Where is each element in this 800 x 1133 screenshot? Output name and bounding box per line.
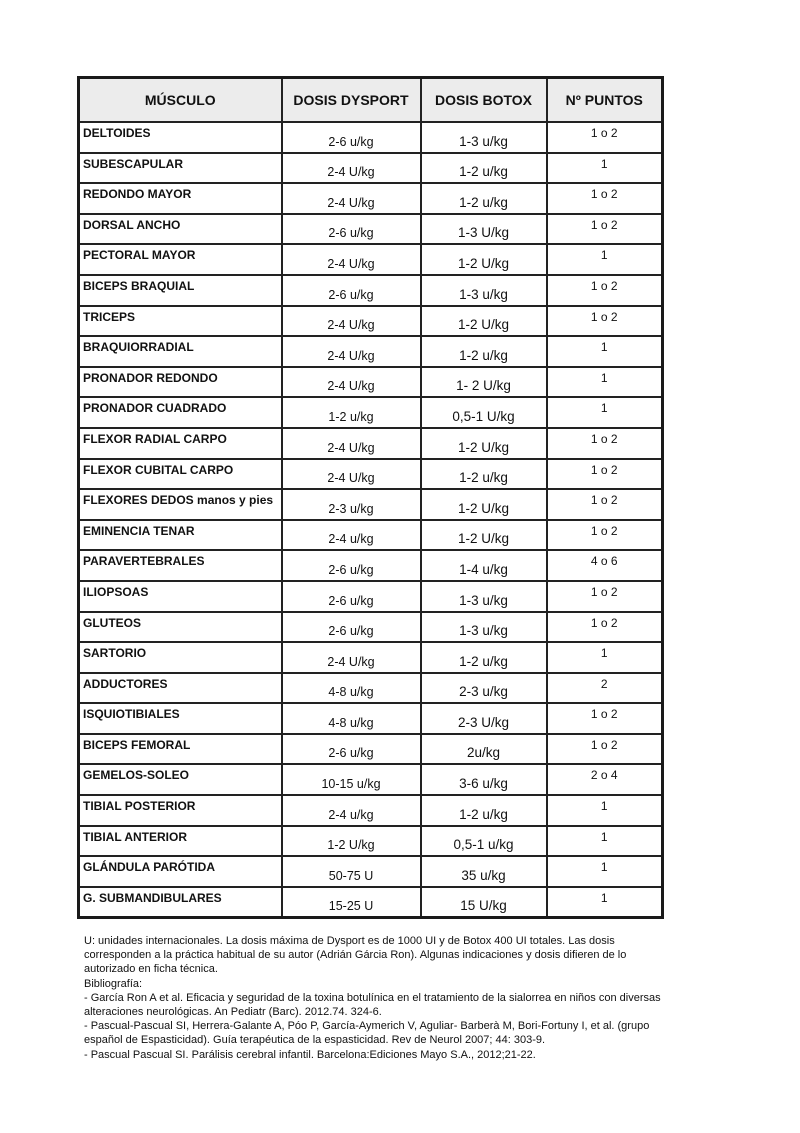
botox-dose-cell: 2-3 U/kg — [421, 703, 547, 734]
header-row — [79, 78, 663, 123]
table-row — [79, 856, 663, 887]
points-cell: 1 o 2 — [547, 122, 663, 153]
muscle-cell: FLEXOR CUBITAL CARPO — [79, 459, 282, 490]
points-cell: 1 — [547, 367, 663, 398]
table-row — [79, 703, 663, 734]
points-cell: 1 — [547, 795, 663, 826]
points-cell: 4 o 6 — [547, 550, 663, 581]
note-paragraph: - García Ron A et al. Eficacia y seguridad de la toxina botulínica en el tratamiento de la sialorrea en niños con diversas alteraciones neurológicas. An Pediatr (Barc). 2012.74. 324-6. — [84, 991, 661, 1019]
table-row — [79, 244, 663, 275]
table-row — [79, 336, 663, 367]
muscle-cell: GEMELOS-SOLEO — [79, 764, 282, 795]
botox-dose-cell: 15 U/kg — [421, 887, 547, 918]
botox-dose-cell: 1-3 U/kg — [421, 214, 547, 245]
muscle-cell: GLUTEOS — [79, 612, 282, 643]
dysport-dose-cell: 2-6 u/kg — [282, 550, 421, 581]
muscle-cell: FLEXORES DEDOS manos y pies — [79, 489, 282, 520]
muscle-cell: GLÁNDULA PARÓTIDA — [79, 856, 282, 887]
dysport-dose-cell: 2-3 u/kg — [282, 489, 421, 520]
botox-dose-cell: 2-3 u/kg — [421, 673, 547, 704]
muscle-cell: PECTORAL MAYOR — [79, 244, 282, 275]
points-cell: 1 o 2 — [547, 275, 663, 306]
muscle-cell: TIBIAL POSTERIOR — [79, 795, 282, 826]
table-row — [79, 764, 663, 795]
botox-dose-cell: 1-3 u/kg — [421, 122, 547, 153]
header-dysport-dose: DOSIS DYSPORT — [282, 78, 421, 123]
bibliography-heading: Bibliografía: — [84, 977, 143, 990]
dysport-dose-cell: 2-4 u/kg — [282, 795, 421, 826]
dysport-dose-cell: 2-6 u/kg — [282, 734, 421, 765]
dysport-dose-cell: 2-4 U/kg — [282, 306, 421, 337]
table-row — [79, 581, 663, 612]
muscle-cell: SUBESCAPULAR — [79, 153, 282, 184]
muscle-cell: G. SUBMANDIBULARES — [79, 887, 282, 918]
points-cell: 1 o 2 — [547, 183, 663, 214]
table-body — [79, 122, 663, 917]
dysport-dose-cell: 2-4 u/kg — [282, 520, 421, 551]
muscle-cell: DORSAL ANCHO — [79, 214, 282, 245]
table-row — [79, 459, 663, 490]
muscle-cell: PARAVERTEBRALES — [79, 550, 282, 581]
table-row — [79, 397, 663, 428]
botox-dose-cell: 0,5-1 u/kg — [421, 826, 547, 857]
botox-dose-cell: 1-2 u/kg — [421, 183, 547, 214]
points-cell: 1 o 2 — [547, 703, 663, 734]
table-row — [79, 367, 663, 398]
points-cell: 1 o 2 — [547, 520, 663, 551]
points-cell: 2 — [547, 673, 663, 704]
note-paragraph: - Pascual Pascual SI. Parálisis cerebral infantil. Barcelona:Ediciones Mayo S.A., 2012;21-22. — [84, 1048, 536, 1061]
dysport-dose-cell: 2-6 u/kg — [282, 122, 421, 153]
botox-dose-cell: 1-2 U/kg — [421, 306, 547, 337]
table-row — [79, 795, 663, 826]
muscle-cell: SARTORIO — [79, 642, 282, 673]
header-muscle: MÚSCULO — [79, 78, 282, 123]
points-cell: 1 — [547, 826, 663, 857]
botox-dose-cell: 1-2 U/kg — [421, 428, 547, 459]
header-points: Nº PUNTOS — [547, 78, 663, 123]
dysport-dose-cell: 2-4 U/kg — [282, 459, 421, 490]
points-cell: 2 o 4 — [547, 764, 663, 795]
dysport-dose-cell: 2-4 U/kg — [282, 244, 421, 275]
points-cell: 1 — [547, 856, 663, 887]
botox-dose-cell: 0,5-1 U/kg — [421, 397, 547, 428]
botox-dose-cell: 1-2 u/kg — [421, 153, 547, 184]
points-cell: 1 o 2 — [547, 459, 663, 490]
botox-dose-cell: 1-2 u/kg — [421, 459, 547, 490]
muscle-cell: BICEPS FEMORAL — [79, 734, 282, 765]
dysport-dose-cell: 2-6 u/kg — [282, 214, 421, 245]
muscle-cell: BRAQUIORRADIAL — [79, 336, 282, 367]
table-row — [79, 183, 663, 214]
botox-dose-cell: 1-2 u/kg — [421, 795, 547, 826]
botox-dose-cell: 1-2 U/kg — [421, 489, 547, 520]
muscle-cell: PRONADOR REDONDO — [79, 367, 282, 398]
table-row — [79, 520, 663, 551]
dysport-dose-cell: 4-8 u/kg — [282, 673, 421, 704]
table-row — [79, 887, 663, 918]
points-cell: 1 — [547, 642, 663, 673]
table-row — [79, 306, 663, 337]
muscle-cell: DELTOIDES — [79, 122, 282, 153]
dysport-dose-cell: 15-25 U — [282, 887, 421, 918]
muscle-cell: PRONADOR CUADRADO — [79, 397, 282, 428]
points-cell: 1 o 2 — [547, 581, 663, 612]
note-paragraph: U: unidades internacionales. La dosis máxima de Dysport es de 1000 UI y de Botox 400 UI totales. Las dosis corresponden a la práctica habitual de su autor (Adrián Gárcia Ron). Algunas indicaciones y dosis difieren de lo autorizado en ficha técnica. — [84, 935, 627, 976]
dysport-dose-cell: 50-75 U — [282, 856, 421, 887]
dysport-dose-cell: 2-4 U/kg — [282, 428, 421, 459]
botox-dose-cell: 35 u/kg — [421, 856, 547, 887]
dysport-dose-cell: 2-4 U/kg — [282, 642, 421, 673]
muscle-cell: ILIOPSOAS — [79, 581, 282, 612]
dosage-table — [77, 76, 664, 919]
dysport-dose-cell: 2-6 u/kg — [282, 275, 421, 306]
points-cell: 1 — [547, 397, 663, 428]
botox-dose-cell: 1-4 u/kg — [421, 550, 547, 581]
table-row — [79, 275, 663, 306]
dysport-dose-cell: 2-4 U/kg — [282, 367, 421, 398]
muscle-cell: ADDUCTORES — [79, 673, 282, 704]
muscle-cell: EMINENCIA TENAR — [79, 520, 282, 551]
table-row — [79, 489, 663, 520]
dysport-dose-cell: 2-6 u/kg — [282, 612, 421, 643]
footnotes — [84, 934, 664, 1062]
botox-dose-cell: 1- 2 U/kg — [421, 367, 547, 398]
points-cell: 1 o 2 — [547, 734, 663, 765]
muscle-cell: ISQUIOTIBIALES — [79, 703, 282, 734]
points-cell: 1 o 2 — [547, 489, 663, 520]
note-paragraph: - Pascual-Pascual SI, Herrera-Galante A, Póo P, García-Aymerich V, Aguliar- Barberà M, Bori-Fortuny I, et al. (grupo español de Espasticidad). Guía terapéutica de la espasticidad. Rev de Neurol 2007; 44: 303-9. — [84, 1020, 650, 1047]
botox-dose-cell: 3-6 u/kg — [421, 764, 547, 795]
botox-dose-cell: 1-2 u/kg — [421, 336, 547, 367]
dysport-dose-cell: 2-4 U/kg — [282, 153, 421, 184]
table-row — [79, 612, 663, 643]
table-row — [79, 673, 663, 704]
table-row — [79, 734, 663, 765]
dysport-dose-cell: 10-15 u/kg — [282, 764, 421, 795]
muscle-cell: REDONDO MAYOR — [79, 183, 282, 214]
dysport-dose-cell: 2-6 u/kg — [282, 581, 421, 612]
table-row — [79, 122, 663, 153]
table-row — [79, 428, 663, 459]
dysport-dose-cell: 4-8 u/kg — [282, 703, 421, 734]
dysport-dose-cell: 2-4 U/kg — [282, 183, 421, 214]
points-cell: 1 — [547, 336, 663, 367]
points-cell: 1 o 2 — [547, 428, 663, 459]
botox-dose-cell: 1-3 u/kg — [421, 581, 547, 612]
dysport-dose-cell: 2-4 U/kg — [282, 336, 421, 367]
table-row — [79, 153, 663, 184]
botox-dose-cell: 1-2 u/kg — [421, 642, 547, 673]
dysport-dose-cell: 1-2 u/kg — [282, 397, 421, 428]
botox-dose-cell: 1-2 U/kg — [421, 244, 547, 275]
points-cell: 1 — [547, 887, 663, 918]
header-botox-dose: DOSIS BOTOX — [421, 78, 547, 123]
points-cell: 1 o 2 — [547, 306, 663, 337]
table-row — [79, 642, 663, 673]
muscle-cell: BICEPS BRAQUIAL — [79, 275, 282, 306]
table-row — [79, 214, 663, 245]
points-cell: 1 — [547, 244, 663, 275]
points-cell: 1 — [547, 153, 663, 184]
dysport-dose-cell: 1-2 U/kg — [282, 826, 421, 857]
table-row — [79, 826, 663, 857]
muscle-cell: TRICEPS — [79, 306, 282, 337]
botox-dose-cell: 1-3 u/kg — [421, 275, 547, 306]
table-row — [79, 550, 663, 581]
muscle-cell: TIBIAL ANTERIOR — [79, 826, 282, 857]
muscle-cell: FLEXOR RADIAL CARPO — [79, 428, 282, 459]
points-cell: 1 o 2 — [547, 214, 663, 245]
botox-dose-cell: 1-3 u/kg — [421, 612, 547, 643]
botox-dose-cell: 1-2 U/kg — [421, 520, 547, 551]
botox-dose-cell: 2u/kg — [421, 734, 547, 765]
points-cell: 1 o 2 — [547, 612, 663, 643]
